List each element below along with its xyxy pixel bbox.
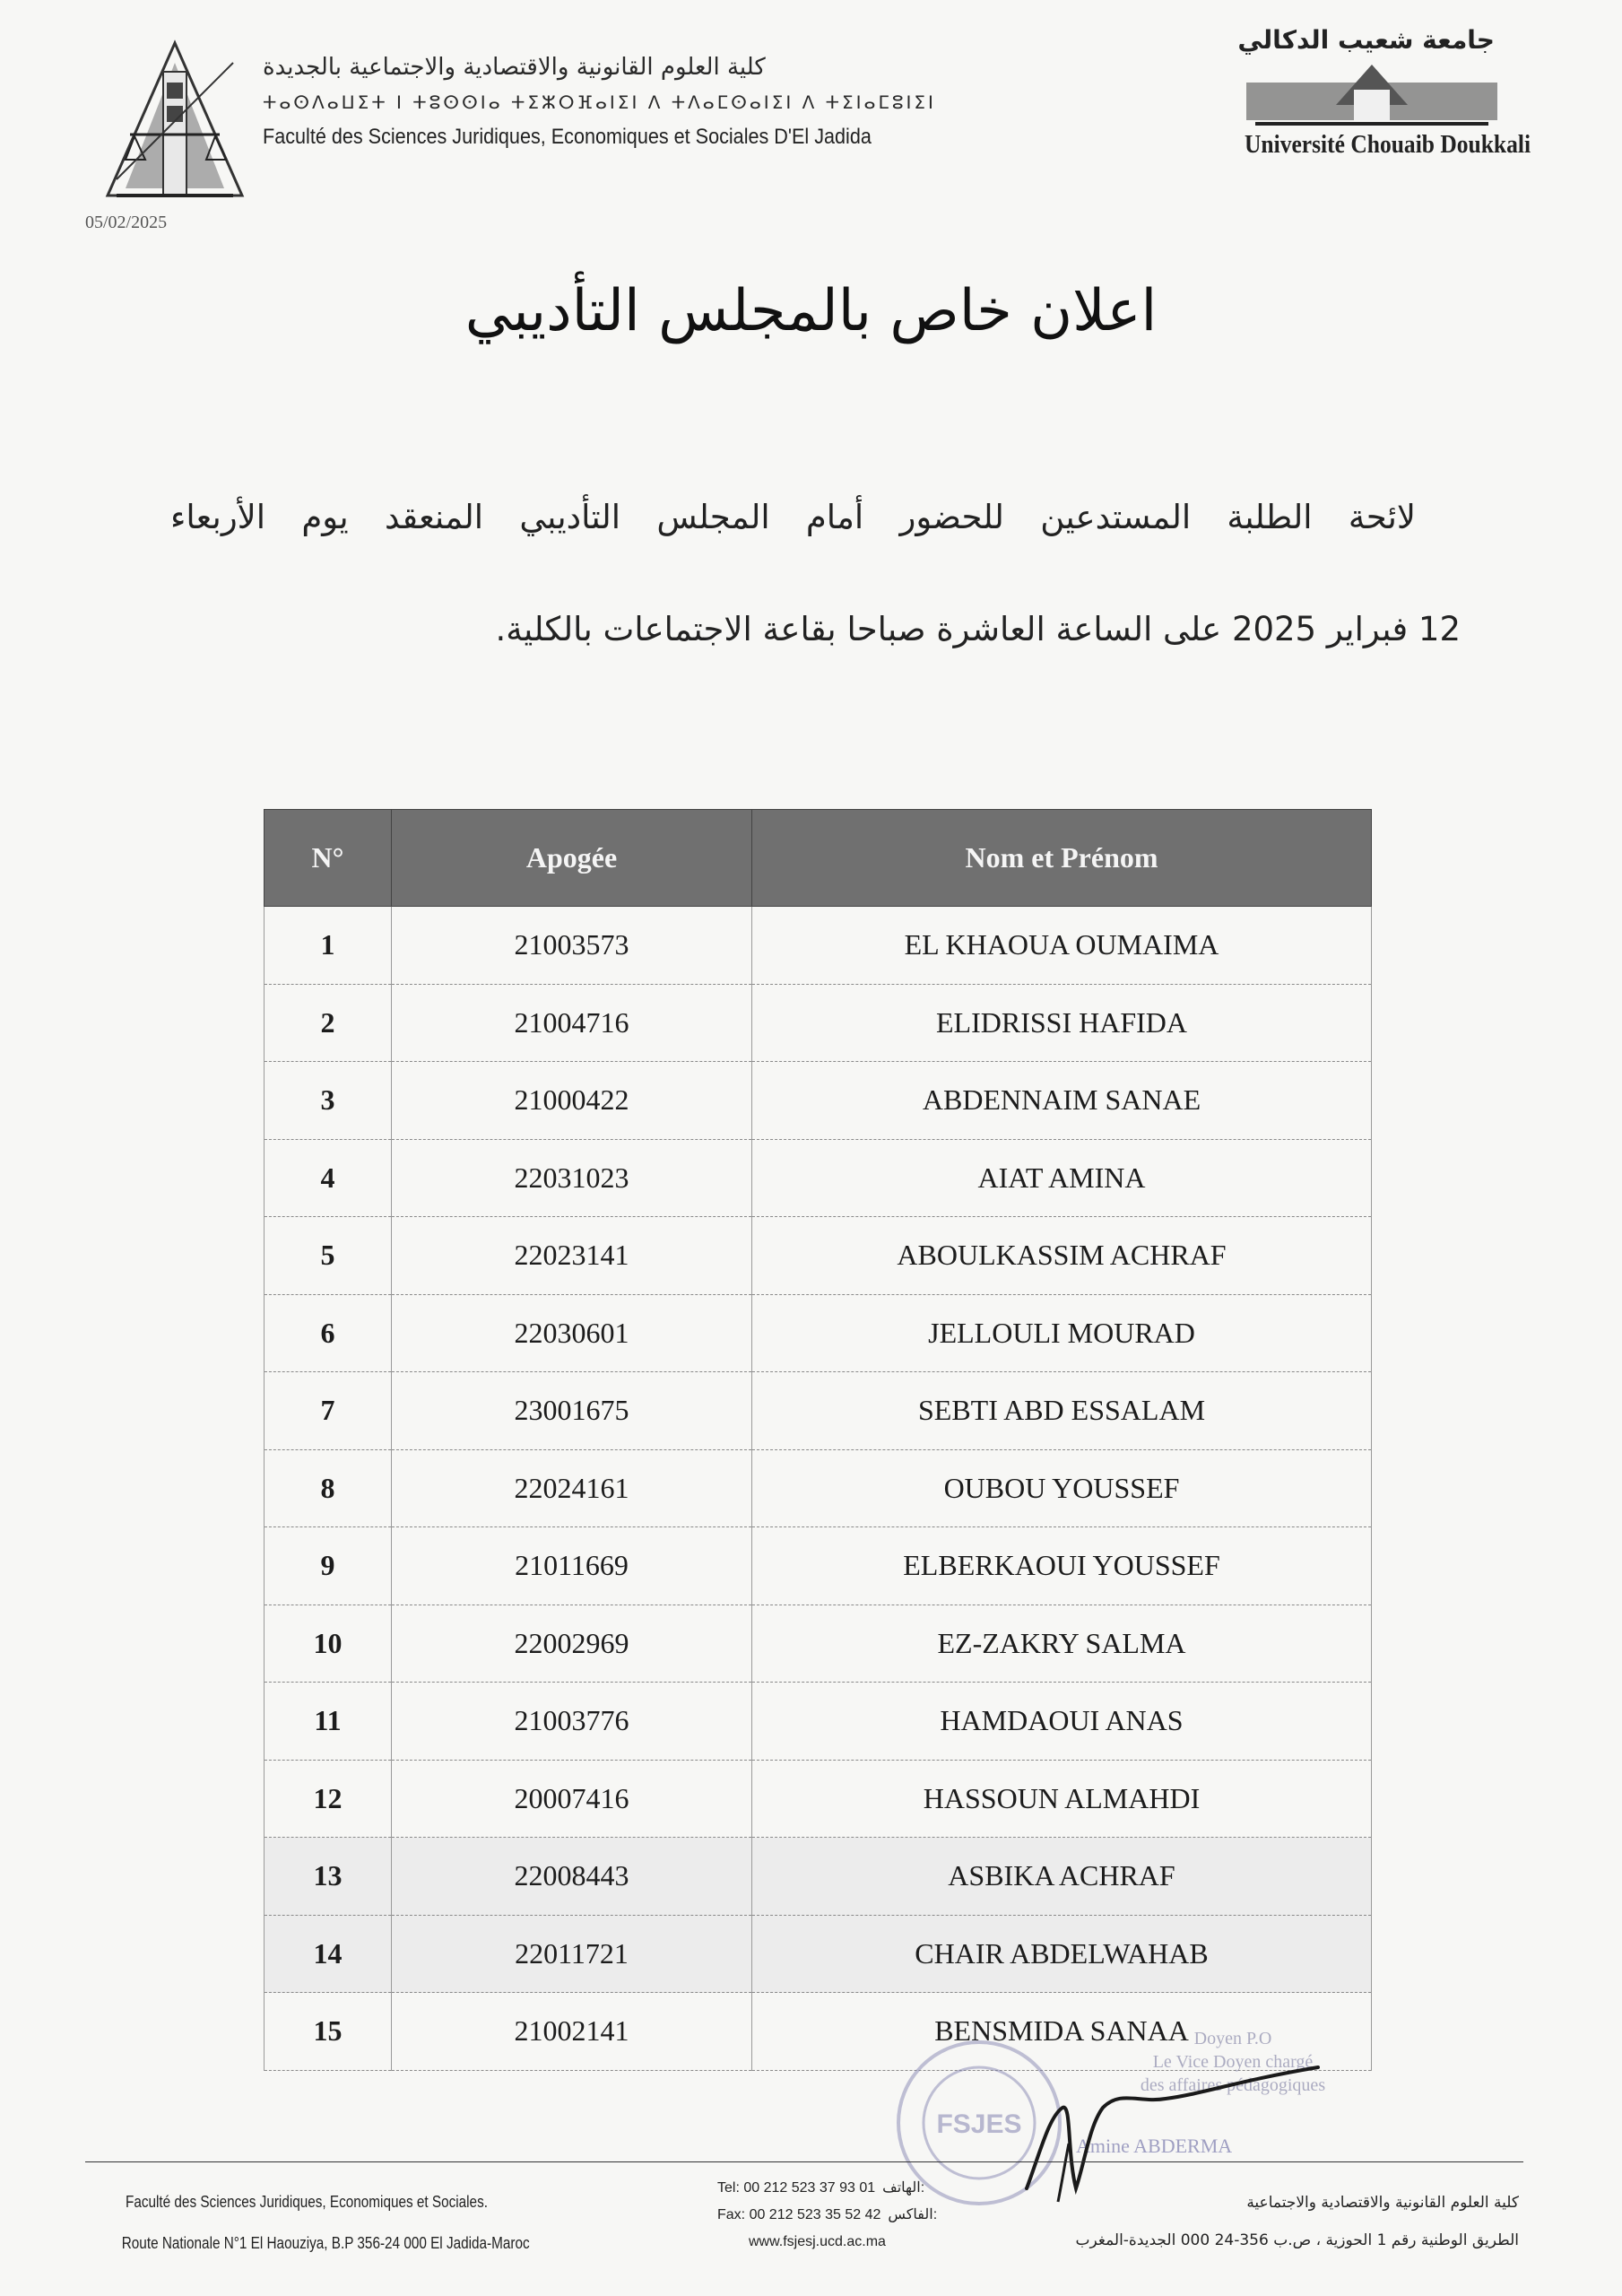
cell-number: 5 <box>265 1217 392 1295</box>
table-row <box>265 1527 1372 1605</box>
table-row <box>265 1139 1372 1217</box>
document-date: 05/02/2025 <box>85 213 168 232</box>
cell-apogee: 22024161 <box>392 1449 752 1527</box>
footer-divider <box>85 2161 1523 2162</box>
cell-student-name: CHAIR ABDELWAHAB <box>752 1915 1372 1993</box>
column-header-apogee: Apogée <box>392 810 752 907</box>
cell-apogee: 22002969 <box>392 1605 752 1683</box>
cell-number: 4 <box>265 1139 392 1217</box>
page-title: اعلان خاص بالمجلس التأديبي <box>464 278 1158 344</box>
cell-apogee: 21000422 <box>392 1062 752 1140</box>
table-row <box>265 907 1372 985</box>
cell-number: 1 <box>265 907 392 985</box>
stamp-signatory-name: Amine ABDERMA <box>1076 2135 1233 2157</box>
cell-number: 9 <box>265 1527 392 1605</box>
footer-contact <box>717 2175 937 2256</box>
table-row <box>265 984 1372 1062</box>
university-logo-icon <box>1246 65 1497 127</box>
footer-route-ar: الطريق الوطنية رقم 1 الحوزية ، ص.ب 356-24 000 الجديدة-المغرب <box>1075 2231 1519 2249</box>
table-header-row <box>265 810 1372 907</box>
footer-route-fr: Route Nationale N°1 El Haouziya, B.P 356-24 000 El Jadida-Maroc <box>121 2234 530 2252</box>
table-row <box>265 1449 1372 1527</box>
cell-number: 10 <box>265 1605 392 1683</box>
cell-apogee: 20007416 <box>392 1760 752 1838</box>
table-row <box>265 1760 1372 1838</box>
cell-apogee: 21002141 <box>392 1993 752 2071</box>
cell-apogee: 22011721 <box>392 1915 752 1993</box>
cell-apogee: 21003573 <box>392 907 752 985</box>
cell-student-name: ASBIKA ACHRAF <box>752 1838 1372 1916</box>
stamp-label: FSJES <box>936 2109 1022 2139</box>
cell-number: 15 <box>265 1993 392 2071</box>
cell-apogee: 21004716 <box>392 984 752 1062</box>
table-row <box>265 1683 1372 1761</box>
cell-student-name: ELBERKAOUI YOUSSEF <box>752 1527 1372 1605</box>
university-name-arabic: جامعة شعيب الدكالي <box>1237 25 1495 55</box>
footer-address-ar <box>1075 2184 1519 2259</box>
table-row <box>265 1062 1372 1140</box>
cell-number: 14 <box>265 1915 392 1993</box>
cell-student-name: HAMDAOUI ANAS <box>752 1683 1372 1761</box>
cell-student-name: ABDENNAIM SANAE <box>752 1062 1372 1140</box>
cell-student-name: SEBTI ABD ESSALAM <box>752 1372 1372 1450</box>
cell-student-name: ELIDRISSI HAFIDA <box>752 984 1372 1062</box>
table-row <box>265 1294 1372 1372</box>
faculty-name-french: Faculté des Sciences Juridiques, Economiques et Sociales D'El Jadida <box>263 125 872 149</box>
table-row <box>265 1605 1372 1683</box>
stamp-caption-line-2: Le Vice Doyen chargé <box>1152 2052 1314 2072</box>
cell-student-name: EZ-ZAKRY SALMA <box>752 1605 1372 1683</box>
footer-faculty-ar: كلية العلوم القانونية والاقتصادية والاجتماعية <box>1246 2194 1519 2212</box>
cell-apogee: 22008443 <box>392 1838 752 1916</box>
cell-number: 7 <box>265 1372 392 1450</box>
footer-website-link[interactable]: www.fsjesj.ucd.ac.ma <box>749 2234 886 2249</box>
cell-apogee: 21003776 <box>392 1683 752 1761</box>
table-body <box>265 907 1372 2071</box>
faculty-heading <box>263 49 936 155</box>
cell-apogee: 22030601 <box>392 1294 752 1372</box>
cell-student-name: EL KHAOUA OUMAIMA <box>752 907 1372 985</box>
footer-tel: Tel: 00 212 523 37 93 01 <box>717 2180 876 2196</box>
footer-faculty-fr: Faculté des Sciences Juridiques, Economiques et Sociales. <box>126 2193 488 2211</box>
footer-tel-label-ar: الهاتف: <box>882 2180 925 2196</box>
footer-fax-row <box>717 2202 937 2229</box>
cell-student-name: ABOULKASSIM ACHRAF <box>752 1217 1372 1295</box>
table-row <box>265 1372 1372 1450</box>
column-header-name: Nom et Prénom <box>752 810 1372 907</box>
cell-number: 6 <box>265 1294 392 1372</box>
cell-student-name: HASSOUN ALMAHDI <box>752 1760 1372 1838</box>
students-table-container <box>264 809 1371 2071</box>
cell-student-name: BENSMIDA SANAA <box>752 1993 1372 2071</box>
footer-tel-row <box>717 2175 937 2202</box>
cell-student-name: AIAT AMINA <box>752 1139 1372 1217</box>
faculty-logo-icon <box>99 36 251 211</box>
cell-apogee: 23001675 <box>392 1372 752 1450</box>
column-header-number: N° <box>265 810 392 907</box>
cell-number: 13 <box>265 1838 392 1916</box>
intro-line-1: لائحة الطلبة المستدعين للحضور أمام المجلس التأديبي المنعقد يوم الأربعاء <box>170 498 1416 536</box>
students-table <box>264 809 1372 2071</box>
footer-fax: Fax: 00 212 523 35 52 42 <box>717 2207 881 2222</box>
cell-apogee: 21011669 <box>392 1527 752 1605</box>
cell-student-name: JELLOULI MOURAD <box>752 1294 1372 1372</box>
cell-apogee: 22023141 <box>392 1217 752 1295</box>
cell-apogee: 22031023 <box>392 1139 752 1217</box>
footer-fax-label-ar: الفاكس: <box>888 2207 938 2222</box>
cell-number: 11 <box>265 1683 392 1761</box>
table-row <box>265 1915 1372 1993</box>
table-row <box>265 1217 1372 1295</box>
faculty-name-arabic: كلية العلوم القانونية والاقتصادية والاجتماعية بالجديدة <box>263 54 766 81</box>
university-name-french: Université Chouaib Doukkali <box>1245 130 1531 159</box>
intro-line-2: 12 فبراير 2025 على الساعة العاشرة صباحا بقاعة الاجتماعات بالكلية. <box>495 610 1461 648</box>
cell-number: 12 <box>265 1760 392 1838</box>
cell-student-name: OUBOU YOUSSEF <box>752 1449 1372 1527</box>
cell-number: 3 <box>265 1062 392 1140</box>
table-row <box>265 1838 1372 1916</box>
stamp-caption-line-3: des affaires pédagogiques <box>1140 2075 1326 2095</box>
cell-number: 2 <box>265 984 392 1062</box>
stamp-caption-line-1: Doyen P.O <box>1193 2029 1272 2048</box>
footer-address-fr <box>121 2181 530 2264</box>
faculty-name-tifinagh: ⵜⴰⵙⴷⴰⵡⵉⵜ ⵏ ⵜⵓⵙⵙⵏⴰ ⵜⵉⵣⵔⴼⴰⵏⵉⵏ ⴷ ⵜⴷⴰⵎⵙⴰⵏⵉⵏ ⴷ ⵜⵉⵏⴰⵎⵓⵏⵉⵏ <box>263 91 936 113</box>
cell-number: 8 <box>265 1449 392 1527</box>
